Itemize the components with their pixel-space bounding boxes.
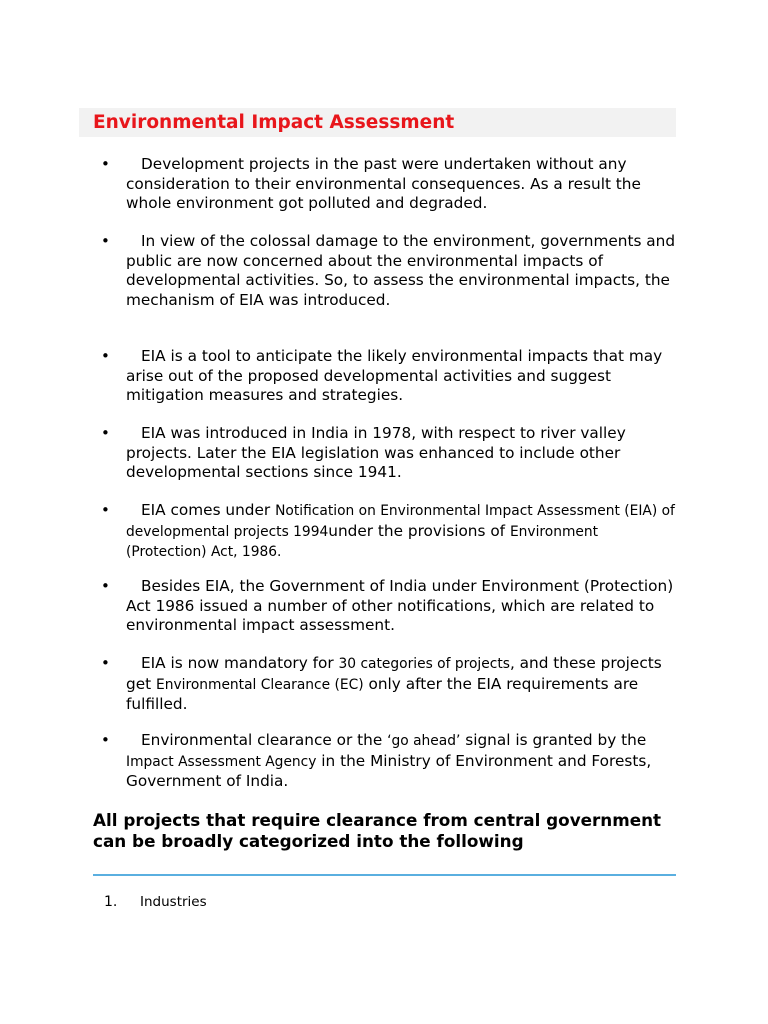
bullet-dot: •	[101, 654, 110, 672]
bullet-dot: •	[101, 577, 110, 595]
bullet-dot: •	[101, 501, 110, 519]
bullet-text	[126, 731, 676, 792]
bullet-text-run: Environment (Protection) Act, 1986.	[126, 523, 599, 561]
bullet-text-run: ‘go ahead’	[387, 733, 461, 749]
bullet-text-run: signal is granted by the	[460, 731, 647, 749]
bullet-text-run: Development projects in the past were undertaken without any consideration to their environmental consequences. As a result the whole environment got polluted and degraded.	[126, 155, 641, 213]
bullet-item	[101, 501, 676, 563]
list-item-text: Industries	[140, 894, 207, 910]
bullet-text	[126, 654, 676, 715]
bullet-text-run: Notification on Environmental Impact Assessment (EIA) of developmental projects 1994	[126, 503, 675, 540]
bullet-dot: •	[101, 731, 110, 749]
bullet-text	[126, 155, 676, 214]
bullet-item	[101, 347, 676, 406]
bullet-text-run: only after the EIA requirements are fulfilled.	[126, 674, 639, 714]
list-number: 1.	[104, 894, 118, 910]
bullet-text-run: In view of the colossal damage to the environment, governments and public are now concerned about the environmental impacts of developmental activities. So, to assess the environmental impacts, the mechanism of EIA was introduced.	[126, 232, 676, 309]
bullet-text-run: EIA was introduced in India in 1978, with respect to river valley projects. Later the EIA legislation was enhanced to include other developmental sections since 1941.	[126, 424, 626, 482]
bullet-text-run: under the provisions of	[328, 521, 510, 540]
bullet-text	[126, 501, 676, 563]
bullet-text	[126, 347, 676, 406]
bullet-text-run: in the Ministry of Environment and Forests, Government of India.	[126, 751, 652, 791]
bullet-item	[101, 155, 676, 214]
bullet-text-run: Environmental clearance or the	[141, 731, 388, 749]
bullet-text-run: EIA is now mandatory for	[141, 654, 339, 672]
bullet-text	[126, 424, 676, 483]
bullet-item	[101, 232, 676, 310]
document-title: Environmental Impact Assessment	[93, 112, 455, 133]
section-heading: All projects that require clearance from central government can be broadly categorized into the following	[93, 810, 662, 851]
bullet-dot: •	[101, 347, 110, 365]
bullet-item	[101, 424, 676, 483]
bullet-item	[101, 731, 676, 792]
bullet-text	[126, 577, 676, 636]
bullet-item	[101, 577, 676, 636]
bullet-text-run: Impact Assessment Agency	[126, 753, 317, 770]
bullet-dot: •	[101, 424, 110, 442]
heading-underline	[93, 874, 676, 876]
title-bar	[79, 108, 676, 137]
bullet-item	[101, 654, 676, 715]
bullet-text-run: Besides EIA, the Government of India under Environment (Protection) Act 1986 issued a number of other notifications, which are related to environmental impact assessment.	[126, 577, 674, 635]
bullet-dot: •	[101, 232, 110, 250]
bullet-text-run: , and these projects get	[126, 654, 662, 693]
bullet-text-run: Environmental Clearance (EC)	[155, 676, 364, 693]
bullet-text	[126, 232, 676, 310]
bullet-text-run: EIA is a tool to anticipate the likely environmental impacts that may arise out of the proposed developmental activities and suggest mitigation measures and strategies.	[126, 347, 663, 405]
bullet-text-run: 30 categories of projects	[338, 656, 510, 672]
bullet-dot: •	[101, 155, 110, 173]
bullet-text-run: EIA comes under	[141, 501, 276, 519]
